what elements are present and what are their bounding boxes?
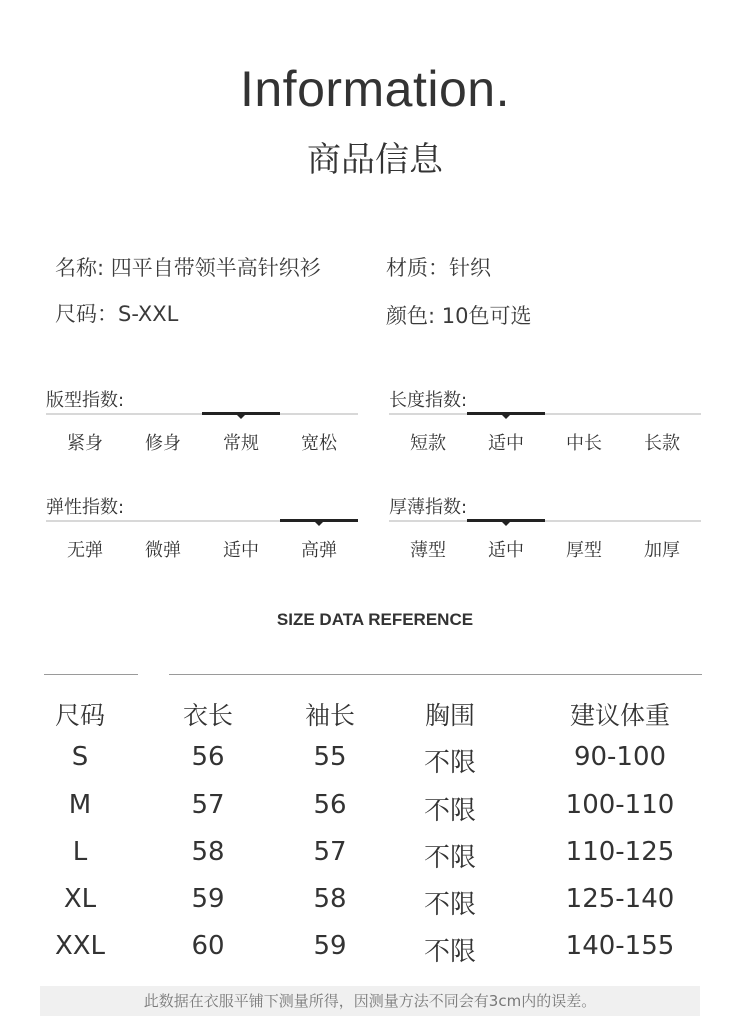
- fit-index-marker: [202, 412, 280, 415]
- length-option: 短款: [410, 433, 446, 454]
- header-cell: 建议体重: [569, 701, 670, 730]
- page-title-en: Information.: [239, 61, 510, 117]
- elasticity-option: 微弹: [145, 540, 181, 561]
- table-header-row: [40, 696, 700, 736]
- table-cell: M: [68, 790, 92, 820]
- table-row: [40, 742, 700, 782]
- table-cell: 56: [313, 790, 347, 820]
- table-cell: 90-100: [573, 742, 667, 772]
- table-cell: XL: [63, 884, 97, 914]
- measurement-note: 此数据在衣服平铺下测量所得，因测量方法不同会有3cm内的误差。: [40, 986, 700, 1016]
- thickness-index-track: [389, 520, 701, 522]
- elasticity-index-label: 弹性指数:: [46, 497, 125, 518]
- thickness-index: [389, 493, 701, 573]
- table-cell: 不限: [423, 748, 476, 778]
- elasticity-index-marker: [280, 519, 358, 522]
- elasticity-option: 适中: [223, 540, 259, 561]
- table-cell: 不限: [423, 843, 476, 873]
- fit-option: 宽松: [301, 433, 337, 454]
- product-size-range: 尺码：S-XXL: [55, 302, 179, 326]
- table-cell: S: [71, 742, 89, 772]
- table-cell: 110-125: [565, 837, 675, 867]
- thickness-option: 加厚: [644, 540, 680, 561]
- table-cell: 55: [313, 742, 347, 772]
- table-top-rule-left: [44, 674, 138, 675]
- table-cell: 60: [191, 931, 225, 961]
- thickness-option: 适中: [488, 540, 524, 561]
- fit-index-track: [46, 413, 358, 415]
- table-cell: 不限: [423, 937, 476, 967]
- table-cell: 不限: [423, 796, 476, 826]
- table-cell: 59: [313, 931, 347, 961]
- table-cell: 140-155: [565, 931, 675, 961]
- table-cell: 100-110: [565, 790, 675, 820]
- size-data-heading: SIZE DATA REFERENCE: [276, 610, 474, 629]
- fit-index-label: 版型指数:: [46, 390, 125, 411]
- length-option: 长款: [644, 433, 680, 454]
- table-top-rule-right: [169, 674, 702, 675]
- header-cell: 胸围: [424, 701, 475, 730]
- table-cell: 59: [191, 884, 225, 914]
- length-index-label: 长度指数:: [389, 390, 468, 411]
- length-option: 适中: [488, 433, 524, 454]
- elasticity-index: [46, 493, 358, 573]
- table-cell: L: [72, 837, 88, 867]
- product-name: 名称: 四平自带领半高针织衫: [55, 256, 321, 280]
- product-material: 材质：针织: [386, 256, 491, 280]
- thickness-option: 厚型: [566, 540, 602, 561]
- elasticity-option: 无弹: [67, 540, 103, 561]
- length-option: 中长: [566, 433, 602, 454]
- header-cell: 尺码: [54, 701, 105, 730]
- table-row: [40, 931, 700, 971]
- thickness-option: 薄型: [410, 540, 446, 561]
- table-cell: 125-140: [565, 884, 675, 914]
- elasticity-option: 高弹: [301, 540, 337, 561]
- table-cell: XXL: [54, 931, 106, 961]
- fit-option: 紧身: [67, 433, 103, 454]
- fit-option: 修身: [145, 433, 181, 454]
- table-cell: 57: [313, 837, 347, 867]
- table-row: [40, 837, 700, 877]
- header-cell: 衣长: [182, 701, 233, 730]
- length-index-marker: [467, 412, 545, 415]
- table-cell: 58: [191, 837, 225, 867]
- fit-index: [46, 386, 358, 466]
- table-cell: 58: [313, 884, 347, 914]
- table-row: [40, 884, 700, 924]
- table-cell: 57: [191, 790, 225, 820]
- thickness-index-label: 厚薄指数:: [389, 497, 468, 518]
- table-row: [40, 790, 700, 830]
- thickness-index-marker: [467, 519, 545, 522]
- header-cell: 袖长: [304, 701, 355, 730]
- table-cell: 不限: [423, 890, 476, 920]
- page-title-cn: 商品信息: [307, 140, 443, 180]
- product-colors: 颜色: 10色可选: [386, 304, 532, 328]
- fit-option: 常规: [223, 433, 259, 454]
- length-index: [389, 386, 701, 466]
- length-index-track: [389, 413, 701, 415]
- elasticity-index-track: [46, 520, 358, 522]
- table-cell: 56: [191, 742, 225, 772]
